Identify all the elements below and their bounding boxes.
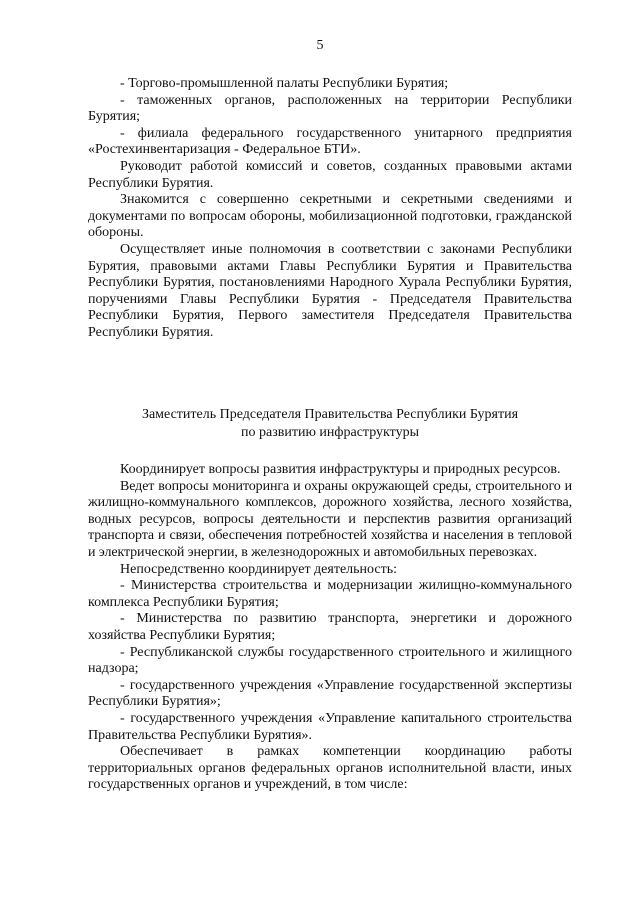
list-item-chamber-of-commerce: - Торгово-промышленной палаты Республики Бурятия; bbox=[120, 76, 449, 91]
list-item-ministry-construction: - Министерства строительства и модернизации жилищно-коммунального комплекса Республики Бурятия; bbox=[88, 578, 572, 610]
list-item-customs-bodies: - таможенных органов, расположенных на территории Республики Бурятия; bbox=[88, 92, 572, 125]
paragraph-monitoring: Ведет вопросы мониторинга и охраны окружающей среды, строительного и жилищно-коммунального комплексов, дорожного хозяйства, лесного хозяйства, водных ресурсов, вопросы деятельности и перспектив развития организаций транспорта и связи, обеспечения потребностей хозяйства и населения в тепловой и электрической энергии, в железнодорожных и автомобильных перевозках. bbox=[88, 478, 572, 560]
section-heading-line-1: Заместитель Председателя Правительства Республики Бурятия bbox=[141, 407, 519, 422]
paragraph-secret-information: Знакомится с совершенно секретными и секретными сведениями и документами по вопросам обороны, мобилизационной подготовки, гражданской обороны. bbox=[88, 192, 572, 241]
section-heading-line-2: по развитию инфраструктуры bbox=[241, 425, 419, 440]
paragraph-coordinates-infrastructure: Координирует вопросы развития инфраструктуры и природных ресурсов. bbox=[120, 462, 561, 477]
paragraph-directly-coordinates: Непосредственно координирует деятельность: bbox=[120, 561, 397, 577]
text-block-top bbox=[88, 76, 572, 342]
paragraph-commissions: Руководит работой комиссий и советов, созданных правовыми актами Республики Бурятия. bbox=[88, 158, 572, 191]
paragraph-ensures-coordination: Обеспечивает в рамках компетенции координацию работы территориальных органов федеральных органов исполнительной власти, иных государственных органов и учреждений, в том числе: bbox=[88, 744, 572, 793]
list-item-state-expertise: - государственного учреждения «Управление государственной экспертизы Республики Бурятия»; bbox=[88, 677, 572, 710]
paragraph-other-powers: Осуществляет иные полномочия в соответствии с законами Республики Бурятия, правовыми актами Главы Республики Бурятия и Правительства Республики Бурятия, постановлениями Народного Хурала Республики Бурятия, поручениями Главы Республики Бурятия - Председателя Правительства Республики Бурятия, Первого заместителя Председателя Правительства Республики Бурятия. bbox=[88, 241, 572, 340]
list-item-construction-supervision: - Республиканской службы государственного строительного и жилищного надзора; bbox=[88, 644, 572, 677]
list-item-capital-construction: - государственного учреждения «Управление капитального строительства Правительства Республики Бурятия». bbox=[88, 710, 572, 743]
text-block-bottom bbox=[88, 462, 572, 794]
page-number: 5 bbox=[316, 38, 324, 53]
list-item-bti-branch: - филиала федерального государственного унитарного предприятия «Ростехинвентаризация - Федеральное БТИ». bbox=[88, 125, 572, 158]
section-heading bbox=[88, 406, 572, 442]
list-item-ministry-transport: - Министерства по развитию транспорта, энергетики и дорожного хозяйства Республики Бурятия; bbox=[88, 611, 572, 643]
